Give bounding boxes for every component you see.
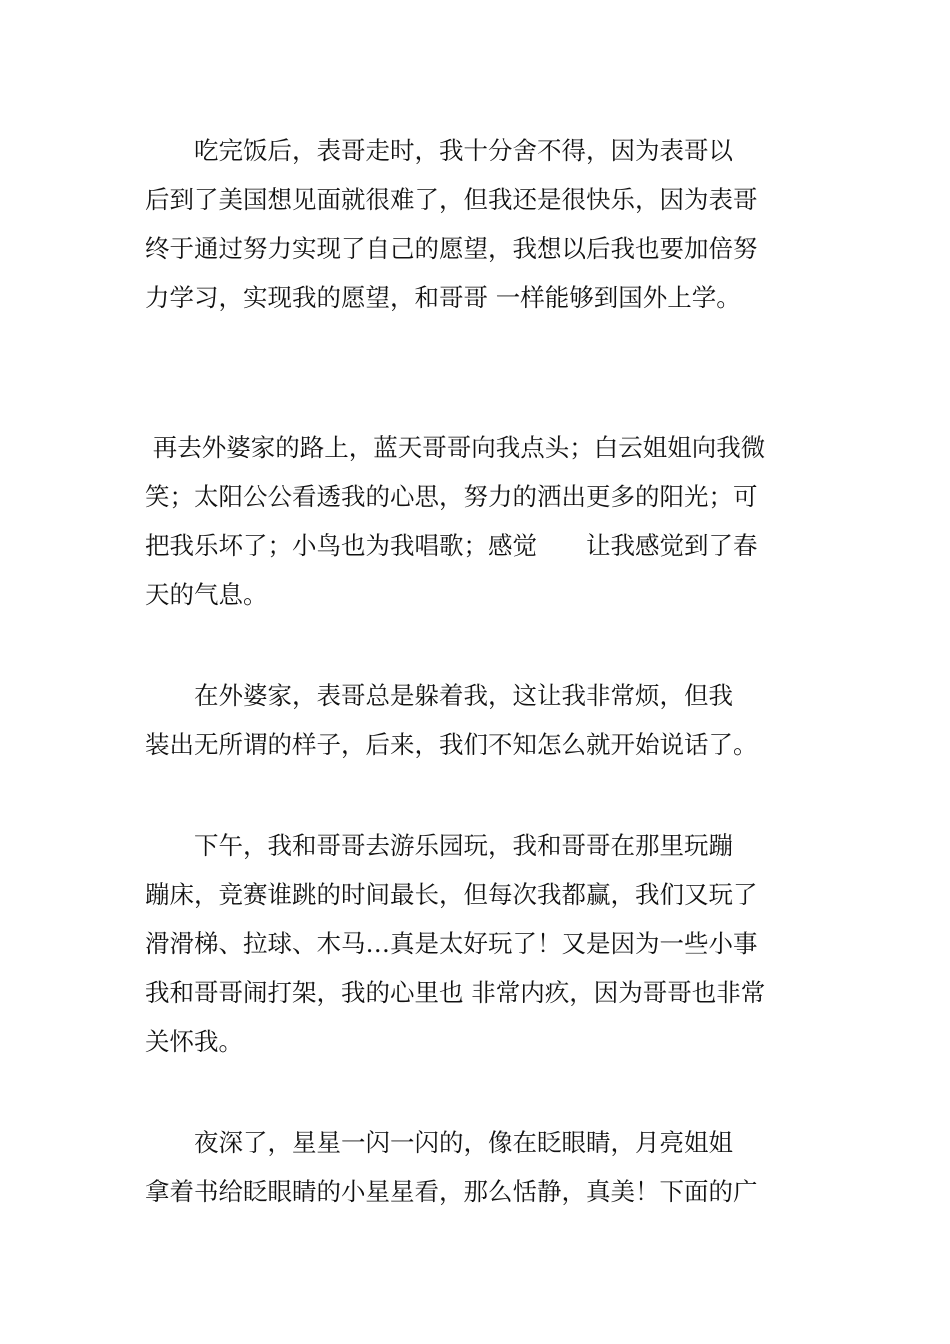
paragraph-1-line-2: 后到了美国想见面就很难了，但我还是很快乐，因为表哥 [145,185,758,214]
paragraph-1-line-3: 终于通过努力实现了自己的愿望，我想以后我也要加倍努 [145,234,758,263]
paragraph-5-line-2: 拿着书给眨眼睛的小星星看，那么恬静，真美！下面的广 [145,1177,758,1206]
paragraph-4-line-2: 蹦床，竞赛谁跳的时间最长，但每次我都赢，我们又玩了 [145,880,758,909]
paragraph-2-line-4: 天的气息。 [145,580,268,609]
paragraph-1-line-1: 吃完饭后，表哥走时，我十分舍不得，因为表哥以 [145,136,733,165]
paragraph-5-line-1: 夜深了，星星一闪一闪的，像在眨眼睛，月亮姐姐 [145,1128,733,1157]
paragraph-2-line-2: 笑；太阳公公看透我的心思，努力的洒出更多的阳光；可 [145,482,758,511]
paragraph-3-line-2: 装出无所谓的样子，后来，我们不知怎么就开始说话了。 [145,730,758,759]
paragraph-2-line-3: 把我乐坏了；小鸟也为我唱歌；感觉 让我感觉到了春 [145,531,758,560]
paragraph-3-line-1: 在外婆家，表哥总是躲着我，这让我非常烦，但我 [145,681,733,710]
paragraph-2-line-1: 再去外婆家的路上，蓝天哥哥向我点头；白云姐姐向我微 [145,433,766,462]
paragraph-4-line-3: 滑滑梯、拉球、木马…真是太好玩了！又是因为一些小事 [145,929,758,958]
paragraph-4-line-1: 下午，我和哥哥去游乐园玩，我和哥哥在那里玩蹦 [145,831,733,860]
paragraph-4-line-5: 关怀我。 [145,1027,243,1056]
paragraph-1-line-4: 力学习，实现我的愿望，和哥哥 一样能够到国外上学。 [145,283,741,312]
paragraph-4-line-4: 我和哥哥闹打架，我的心里也 非常内疚，因为哥哥也非常 [145,978,766,1007]
